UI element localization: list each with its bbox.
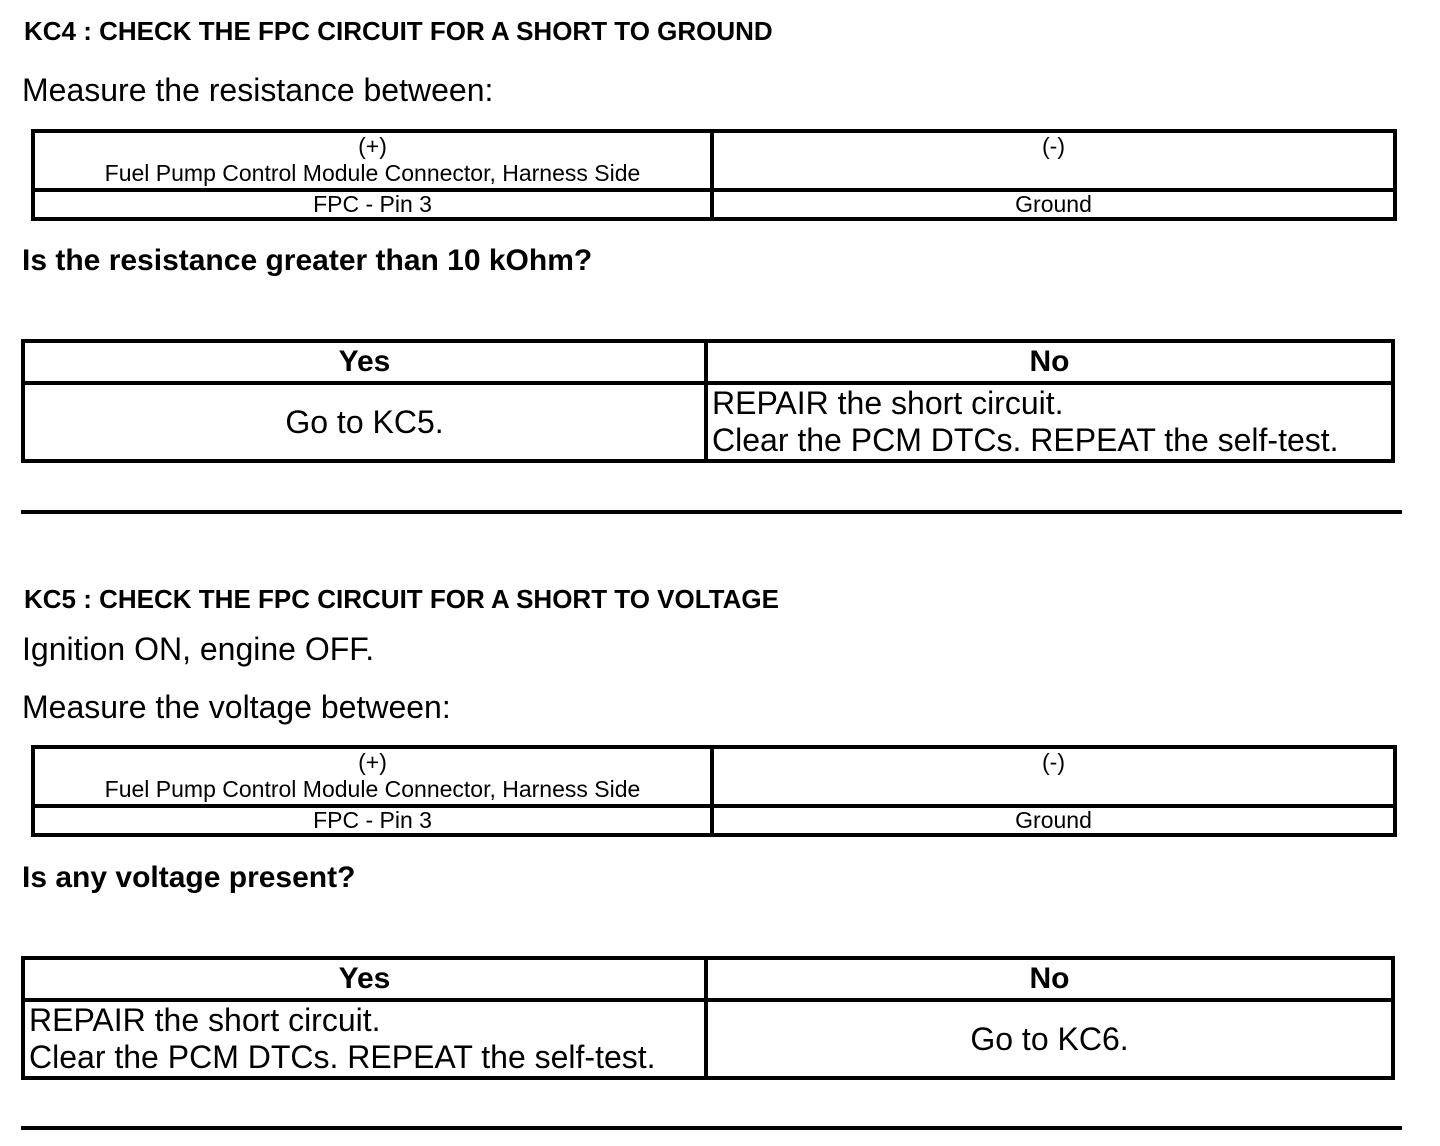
kc4-title: KC4 : CHECK THE FPC CIRCUIT FOR A SHORT TO GROUND	[24, 16, 773, 46]
kc4-measure-table	[31, 129, 1397, 221]
pos-description: Fuel Pump Control Module Connector, Harness Side	[104, 160, 641, 186]
pos-symbol: (+)	[358, 133, 387, 159]
kc5-neg-value: Ground	[712, 806, 1395, 835]
kc5-measure-table	[31, 745, 1397, 837]
kc5-result-table	[21, 956, 1395, 1080]
kc5-question: Is any voltage present?	[22, 861, 356, 894]
yes-action-line1: REPAIR the short circuit.	[29, 1002, 381, 1038]
kc4-result-table	[21, 339, 1395, 463]
section-divider	[21, 510, 1402, 514]
section-divider-bottom	[21, 1126, 1402, 1130]
kc4-neg-value: Ground	[712, 190, 1395, 219]
kc4-pos-header	[33, 131, 712, 190]
pos-description: Fuel Pump Control Module Connector, Harness Side	[104, 776, 641, 802]
kc4-no-action	[706, 383, 1393, 461]
kc4-pos-value: FPC - Pin 3	[33, 190, 712, 219]
kc5-yes-header: Yes	[23, 958, 706, 1000]
kc4-question: Is the resistance greater than 10 kOhm?	[22, 244, 593, 277]
kc4-yes-action: Go to KC5.	[23, 383, 706, 461]
kc5-neg-header: (-)	[712, 747, 1395, 806]
kc5-pos-value: FPC - Pin 3	[33, 806, 712, 835]
kc5-title: KC5 : CHECK THE FPC CIRCUIT FOR A SHORT TO VOLTAGE	[24, 584, 779, 614]
kc4-instruction: Measure the resistance between:	[22, 72, 494, 108]
no-action-line2: Clear the PCM DTCs. REPEAT the self-test.	[712, 422, 1339, 458]
kc4-no-header: No	[706, 341, 1393, 383]
pos-symbol: (+)	[358, 749, 387, 775]
kc5-pos-header	[33, 747, 712, 806]
kc5-yes-action	[23, 1000, 706, 1078]
kc5-no-header: No	[706, 958, 1393, 1000]
kc4-neg-header: (-)	[712, 131, 1395, 190]
kc4-yes-header: Yes	[23, 341, 706, 383]
kc5-instruction-1: Ignition ON, engine OFF.	[22, 631, 375, 667]
yes-action-line2: Clear the PCM DTCs. REPEAT the self-test.	[29, 1039, 656, 1075]
kc5-no-action: Go to KC6.	[706, 1000, 1393, 1078]
no-action-line1: REPAIR the short circuit.	[712, 385, 1064, 421]
kc5-instruction-2: Measure the voltage between:	[22, 689, 451, 725]
